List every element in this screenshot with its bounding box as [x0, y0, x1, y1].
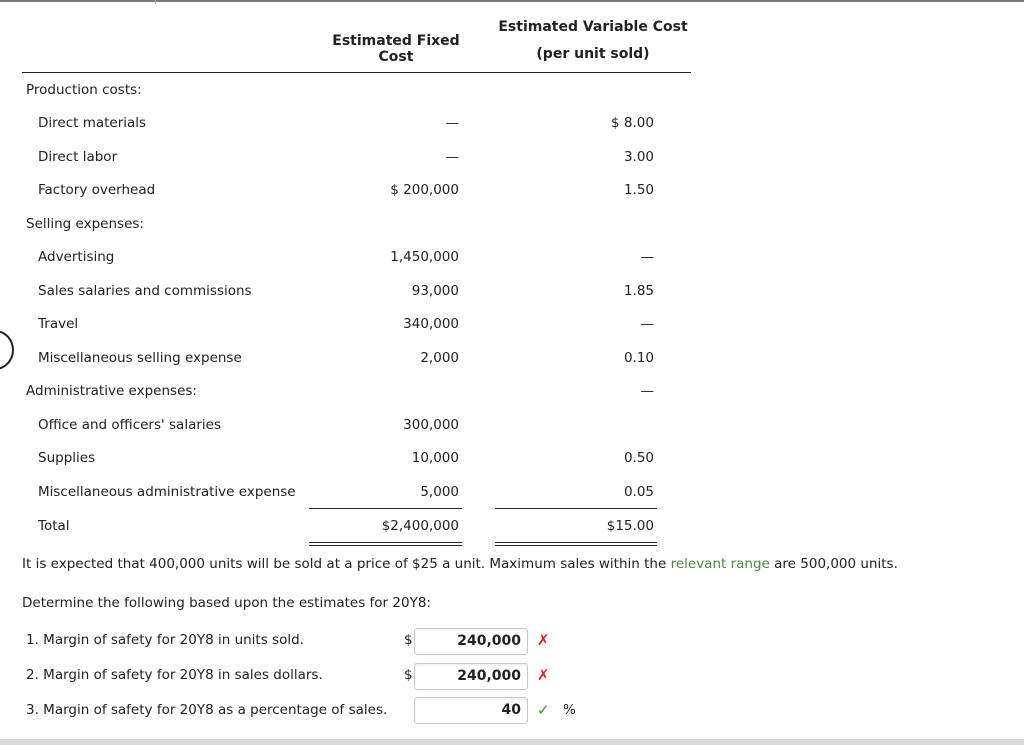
row-label: Sales salaries and commissions: [38, 283, 252, 299]
answer-input-percentage[interactable]: [414, 697, 528, 724]
instruction: Determine the following based upon the estimates for 20Y8:: [22, 595, 431, 611]
question-label: 1. Margin of safety for 20Y8 in units sold.: [26, 632, 304, 648]
variable-cost-total: $15.00: [606, 518, 654, 534]
row-label: Miscellaneous administrative expense: [38, 484, 296, 500]
answer-input-dollars[interactable]: [414, 663, 528, 690]
row-label: Administrative expenses:: [26, 383, 197, 399]
bottom-scrollbar[interactable]: [0, 739, 1024, 745]
fixed-cost-cell: 1,450,000: [390, 249, 459, 265]
answer-value: 240,000: [457, 633, 521, 649]
answer-value: 40: [501, 702, 521, 718]
variable-cost-cell: 1.85: [623, 283, 654, 299]
row-label: Office and officers' salaries: [38, 417, 221, 433]
correct-icon: ✓: [537, 701, 550, 719]
row-label: Factory overhead: [38, 182, 156, 198]
problem-text-after: are 500,000 units.: [769, 556, 898, 572]
variable-cost-header: Estimated Variable Cost: [498, 19, 688, 35]
fixed-cost-cell: $ 200,000: [390, 182, 459, 198]
variable-subtotal-rule: [495, 508, 657, 509]
top-border-tick: [155, 0, 156, 4]
fixed-cost-cell: —: [445, 115, 459, 131]
row-label: Total: [38, 518, 70, 534]
question-label: 3. Margin of safety for 20Y8 as a percentage of sales.: [26, 702, 388, 718]
fixed-cost-header: Estimated Fixed Cost: [332, 33, 460, 65]
variable-cost-cell: 0.05: [623, 484, 654, 500]
variable-cost-cell: 1.50: [623, 182, 654, 198]
answer-value: 240,000: [457, 668, 521, 684]
incorrect-icon: ✗: [537, 666, 550, 684]
header-rule: [22, 72, 691, 73]
fixed-cost-cell: 300,000: [403, 417, 459, 433]
variable-total-double-rule: [495, 545, 657, 546]
fixed-total-double-rule: [309, 542, 462, 543]
fixed-cost-cell: 5,000: [420, 484, 459, 500]
row-label: Advertising: [38, 249, 115, 265]
variable-cost-cell: $ 8.00: [611, 115, 654, 131]
row-label: Direct labor: [38, 149, 118, 165]
variable-cost-cell: —: [640, 249, 654, 265]
problem-statement: [22, 556, 898, 572]
fixed-cost-cell: 10,000: [411, 450, 459, 466]
row-label: Selling expenses:: [26, 216, 144, 232]
incorrect-icon: ✗: [537, 631, 550, 649]
question-label: 2. Margin of safety for 20Y8 in sales dollars.: [26, 667, 323, 683]
fixed-cost-cell: 340,000: [403, 316, 459, 332]
variable-cost-cell: 3.00: [623, 149, 654, 165]
fixed-subtotal-rule: [309, 508, 462, 509]
fixed-cost-cell: 2,000: [420, 350, 459, 366]
row-label: Production costs:: [26, 82, 142, 98]
variable-cost-cell: 0.50: [623, 450, 654, 466]
variable-cost-subheader: (per unit sold): [536, 46, 650, 62]
fixed-cost-cell: —: [445, 149, 459, 165]
currency-prefix: $: [404, 667, 413, 683]
fixed-total-double-rule: [309, 545, 462, 546]
currency-prefix: $: [404, 632, 413, 648]
variable-cost-cell: 0.10: [623, 350, 654, 366]
variable-cost-cell: —: [640, 383, 654, 399]
variable-cost-cell: —: [640, 316, 654, 332]
row-label: Supplies: [38, 450, 96, 466]
top-border: [0, 0, 1024, 2]
row-label: Travel: [38, 316, 79, 332]
relevant-range-link[interactable]: relevant range: [670, 556, 770, 572]
fixed-cost-total: $2,400,000: [381, 518, 459, 534]
variable-total-double-rule: [495, 542, 657, 543]
fixed-cost-cell: 93,000: [411, 283, 459, 299]
row-label: Miscellaneous selling expense: [38, 350, 242, 366]
percent-suffix: %: [563, 702, 576, 718]
answer-input-units[interactable]: [414, 628, 528, 655]
row-label: Direct materials: [38, 115, 147, 131]
problem-text-before: It is expected that 400,000 units will be sold at a price of $25 a unit. Maximum sales within the: [22, 556, 671, 572]
